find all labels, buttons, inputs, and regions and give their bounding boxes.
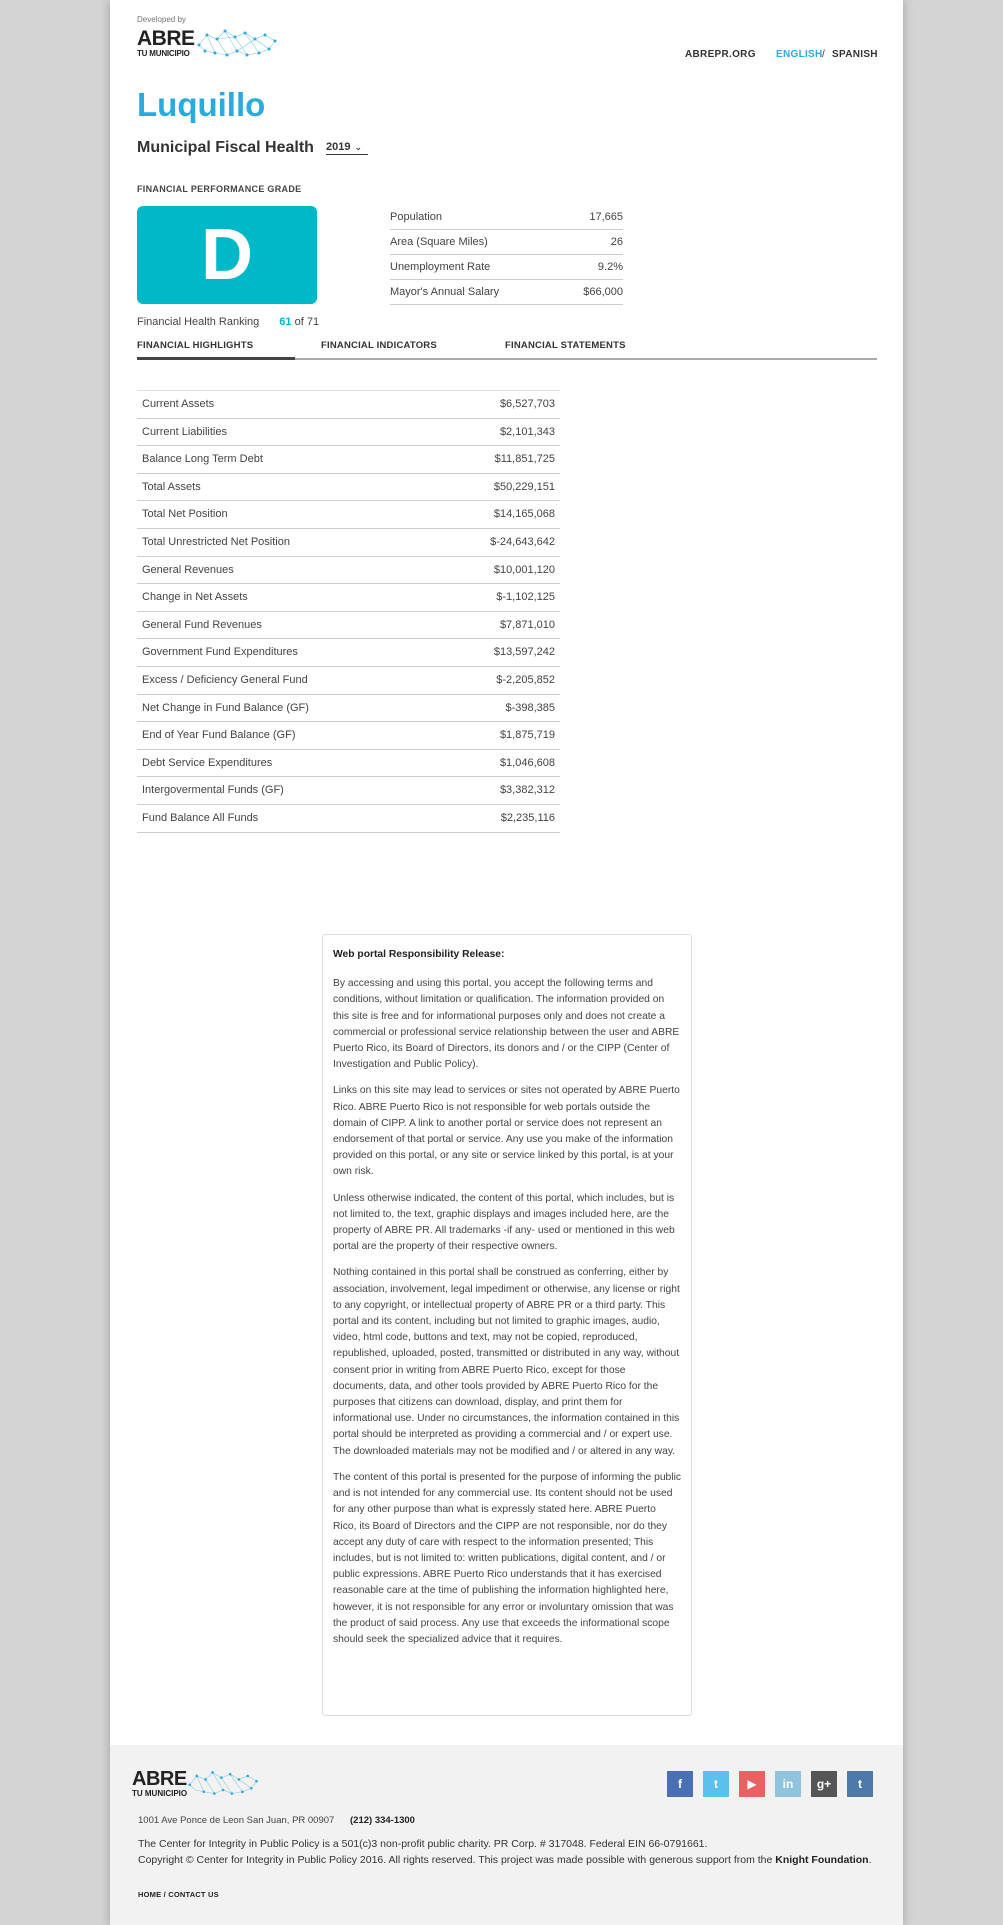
- knight-foundation-link[interactable]: Knight Foundation: [775, 1854, 869, 1866]
- footer-logo-text-main: ABRE: [132, 1768, 187, 1790]
- twitter-icon[interactable]: t: [703, 1771, 729, 1797]
- row-value: $50,229,151: [493, 480, 555, 493]
- nav-english-link[interactable]: ENGLISH: [776, 49, 823, 60]
- tab-financial-highlights[interactable]: FINANCIAL HIGHLIGHTS: [137, 340, 295, 360]
- linkedin-icon[interactable]: in: [775, 1771, 801, 1797]
- ranking-number: 61: [279, 316, 292, 328]
- row-label: General Revenues: [142, 563, 234, 576]
- footer-phone: (212) 334-1300: [350, 1815, 415, 1826]
- page: [110, 0, 903, 1925]
- legal-line-2: [138, 1852, 878, 1868]
- row-value: $7,871,010: [499, 618, 555, 631]
- year-dropdown[interactable]: [326, 141, 368, 155]
- row-label: Government Fund Expenditures: [142, 646, 298, 659]
- table-row: [137, 639, 560, 667]
- row-value: $2,101,343: [499, 425, 555, 438]
- table-row: [137, 391, 560, 419]
- tumblr-icon[interactable]: t: [847, 1771, 873, 1797]
- stat-value: 9.2%: [597, 261, 623, 273]
- release-paragraph: The content of this portal is presented for the purpose of informing the public and is not intended for any commercial use. Its content should not be used for any other purpose than what is expressly stated here. ABRE Puerto Rico, its Board of Directors and the CIPP are not responsible, nor do they accept any duty of care with respect to the information presented; This includes, but is not limited to: written publications, digital content, and / or public expressions. ABRE Puerto Rico understands that it has exercised reasonable care at the time of publishing the information highlighted here, however, it is not responsible for any error or involuntary omission that was the product of said process. Any use that exceeds the informational scope should seek the specialized advice that it requires.: [333, 1471, 682, 1645]
- release-title: Web portal Responsibility Release:: [333, 949, 505, 960]
- row-label: Total Unrestricted Net Position: [142, 535, 290, 548]
- row-value: $6,527,703: [499, 398, 555, 410]
- stat-row: [390, 255, 623, 280]
- row-label: Current Assets: [142, 398, 215, 410]
- row-label: Net Change in Fund Balance (GF): [142, 701, 309, 714]
- youtube-icon[interactable]: ▶: [739, 1771, 765, 1797]
- row-value: $1,875,719: [499, 729, 555, 742]
- row-value: $-24,643,642: [490, 535, 555, 548]
- row-value: $-1,102,125: [496, 591, 555, 604]
- year-dropdown-value: 2019: [326, 141, 351, 153]
- table-row: [137, 446, 560, 474]
- release-paragraph: Nothing contained in this portal shall be construed as conferring, either by association, involvement, legal impediment or otherwise, any license or right to any copyright, or intellectual property of ABRE PR or a third party. This portal and its content, including but not limited to graphic images, audio, video, html code, buttons and text, may not be copied, reproduced, republished, uploaded, posted, transmitted or distributed in any way, without consent prior in writing from ABRE Puerto Rico, except for those documents, data, and other tools provided by ABRE Puerto Rico for the purposes that citizens can download, display, and print them for informational use. Under no circumstances, the information contained in this portal should be interpreted as providing a commercial and / or expert use. The downloaded materials may not be modified and / or altered in any way.: [333, 1267, 680, 1457]
- row-value: $14,165,068: [493, 508, 555, 521]
- stat-value: 17,665: [589, 211, 623, 223]
- footer-abre-logo[interactable]: [132, 1768, 272, 1802]
- row-value: $11,851,725: [494, 453, 555, 466]
- table-row: [137, 695, 560, 723]
- row-label: Total Net Position: [142, 508, 228, 521]
- row-value: $1,046,608: [499, 756, 555, 769]
- table-row: [137, 612, 560, 640]
- row-value: $10,001,120: [493, 563, 555, 576]
- table-row: [137, 474, 560, 502]
- row-label: Balance Long Term Debt: [142, 453, 263, 466]
- table-row: [137, 501, 560, 529]
- financial-highlights-table: [137, 390, 560, 833]
- table-row: [137, 777, 560, 805]
- stat-label: Area (Square Miles): [390, 236, 488, 248]
- stat-label: Unemployment Rate: [390, 261, 491, 273]
- page-subtitle: Municipal Fiscal Health: [137, 139, 314, 156]
- logo-text-main: ABRE: [137, 27, 195, 50]
- row-label: Fund Balance All Funds: [142, 811, 259, 824]
- municipality-stats: [390, 205, 623, 305]
- row-label: Total Assets: [142, 480, 201, 493]
- network-map-icon: [197, 27, 279, 59]
- grade-label: FINANCIAL PERFORMANCE GRADE: [137, 184, 302, 194]
- row-label: Intergovermental Funds (GF): [142, 784, 284, 797]
- table-row: [137, 419, 560, 447]
- footer-home-link[interactable]: HOME: [138, 1890, 162, 1899]
- release-paragraph: Links on this site may lead to services or sites not operated by ABRE Puerto Rico. ABRE Puerto Rico is not responsible for web portals outside the domain of CIPP. A link to another portal or service does not represent an endorsement of that portal or service. Any use you make of the information provided on this portal, or any site or service linked by this portal, is at your own risk.: [333, 1085, 680, 1178]
- grade-badge: D: [137, 206, 317, 304]
- chevron-down-icon: ⌄: [354, 142, 363, 152]
- responsibility-release-panel: [322, 934, 692, 1716]
- table-row: [137, 805, 560, 833]
- stat-label: Mayor's Annual Salary: [390, 286, 500, 298]
- nav-abrepr-link[interactable]: ABREPR.ORG: [685, 49, 756, 60]
- network-map-icon: [188, 1768, 260, 1798]
- logo-text-sub: TU MUNICIPIO: [137, 49, 190, 58]
- row-value: $3,382,312: [499, 784, 555, 797]
- developed-by-label: Developed by: [137, 15, 186, 24]
- row-label: Current Liabilities: [142, 425, 227, 438]
- stat-value: 26: [610, 236, 623, 248]
- row-label: Debt Service Expenditures: [142, 756, 273, 769]
- legal-line-1: The Center for Integrity in Public Policy is a 501(c)3 non-profit public charity. PR Corp. # 317048. Federal EIN 66-0791661.: [138, 1838, 708, 1850]
- footer-links: [138, 1890, 219, 1899]
- row-label: General Fund Revenues: [142, 618, 262, 631]
- stat-value: $66,000: [583, 286, 623, 298]
- footer-legal-text: [138, 1836, 878, 1868]
- stat-row: [390, 230, 623, 255]
- row-value: $13,597,242: [493, 646, 555, 659]
- row-value: $2,235,116: [500, 811, 555, 824]
- stat-label: Population: [390, 211, 442, 223]
- financial-tabs: [137, 338, 877, 360]
- facebook-icon[interactable]: f: [667, 1771, 693, 1797]
- table-row: [137, 722, 560, 750]
- footer-link-separator: /: [163, 1890, 166, 1899]
- row-value: $-398,385: [505, 701, 555, 714]
- row-label: End of Year Fund Balance (GF): [142, 729, 296, 742]
- table-row: [137, 750, 560, 778]
- nav-spanish-link[interactable]: SPANISH: [832, 49, 878, 60]
- table-row: [137, 557, 560, 585]
- row-value: $-2,205,852: [496, 673, 555, 686]
- stat-row: [390, 205, 623, 230]
- legal-period: .: [868, 1854, 872, 1866]
- stat-row: [390, 280, 623, 305]
- abre-logo[interactable]: [137, 27, 287, 63]
- ranking-label: Financial Health Ranking: [137, 316, 260, 328]
- row-label: Change in Net Assets: [142, 591, 248, 604]
- table-row: [137, 584, 560, 612]
- table-row: [137, 529, 560, 557]
- legal-copyright: Copyright © Center for Integrity in Public Policy 2016. All rights reserved. This project was made possible with generous support from the: [138, 1854, 773, 1866]
- release-paragraph: By accessing and using this portal, you accept the following terms and conditions, without limitation or qualification. The information provided on this site is free and for informational purposes only and does not create a commercial or professional service relationship between the user and ABRE Puerto Rico, its Board of Directors, its donors and / or the CIPP (Center of Investigation and Public Policy).: [333, 978, 680, 1071]
- municipality-title: Luquillo: [137, 86, 266, 123]
- table-row: [137, 667, 560, 695]
- google-plus-icon[interactable]: g+: [811, 1771, 837, 1797]
- financial-health-ranking: [137, 316, 319, 328]
- footer-logo-text-sub: TU MUNICIPIO: [132, 1789, 188, 1798]
- release-paragraph: Unless otherwise indicated, the content of this portal, which includes, but is not limited to, the text, graphic displays and images included here, are the property of ABRE PR. All trademarks -if any- used or mentioned in this web portal are the property of their respective owners.: [333, 1192, 675, 1253]
- tab-financial-statements[interactable]: FINANCIAL STATEMENTS: [505, 340, 626, 351]
- ranking-total: of 71: [294, 316, 320, 328]
- nav-language-separator: /: [822, 49, 826, 60]
- footer: [110, 1745, 903, 1925]
- footer-address: 1001 Ave Ponce de Leon San Juan, PR 00907: [138, 1815, 335, 1826]
- tab-financial-indicators[interactable]: FINANCIAL INDICATORS: [321, 340, 437, 351]
- footer-contact-link[interactable]: CONTACT US: [168, 1890, 219, 1899]
- row-label: Excess / Deficiency General Fund: [142, 673, 308, 686]
